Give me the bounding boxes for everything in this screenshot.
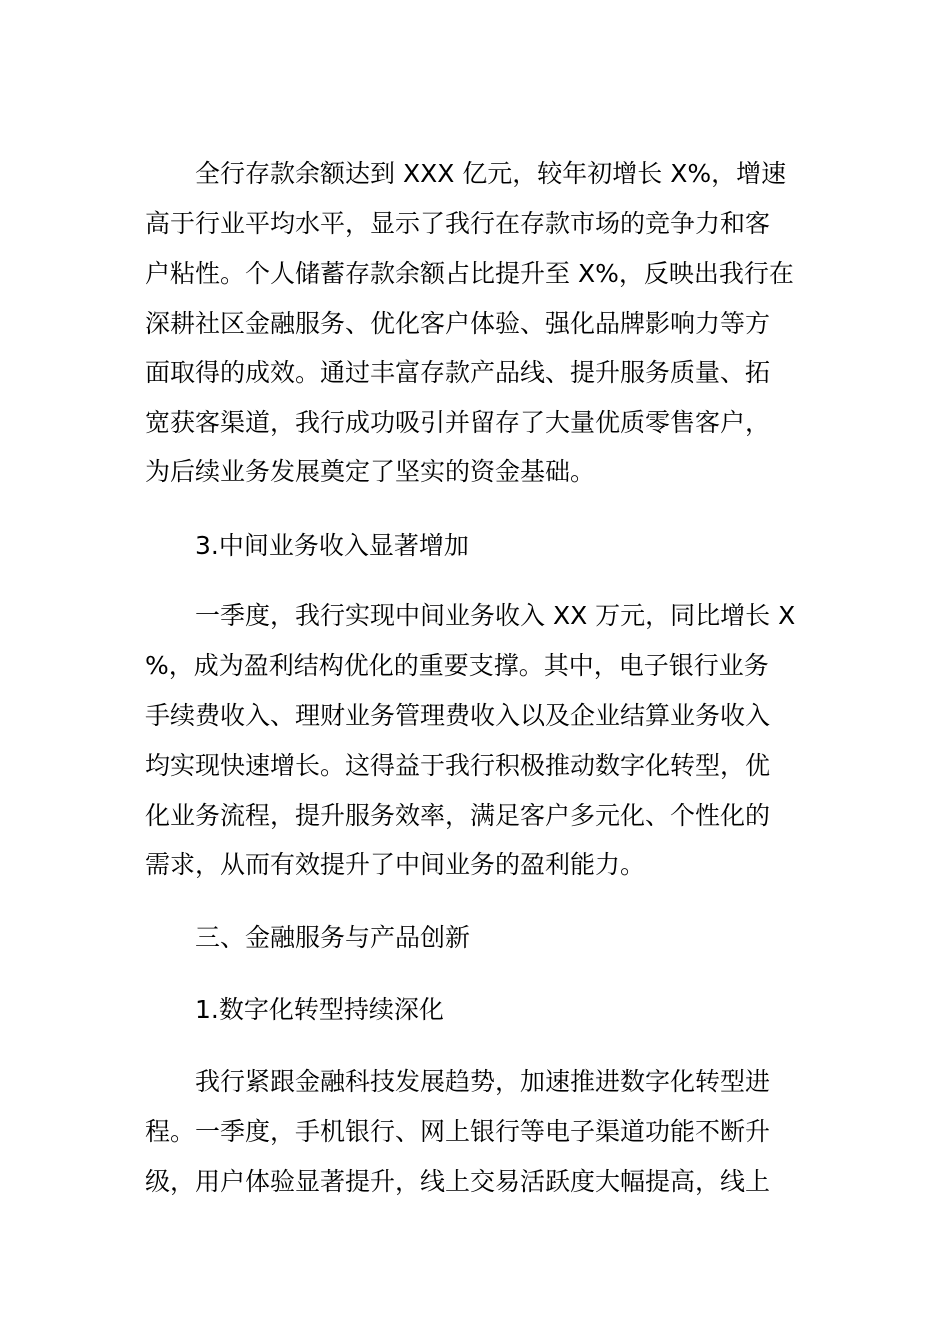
paragraph-line: 一季度，我行实现中间业务收入 XX 万元，同比增长 X: [195, 601, 796, 630]
paragraph-line: 均实现快速增长。这得益于我行积极推动数字化转型，优: [145, 751, 771, 780]
paragraph-line: 面取得的成效。通过丰富存款产品线、提升服务质量、拓: [145, 358, 771, 387]
chapter-heading: 三、金融服务与产品创新: [195, 923, 471, 952]
section-heading: 3.中间业务收入显著增加: [195, 531, 469, 560]
paragraph-line: 我行紧跟金融科技发展趋势，加速推进数字化转型进: [195, 1067, 771, 1096]
paragraph-line: 户粘性。个人储蓄存款余额占比提升至 X%，反映出我行在: [145, 259, 794, 288]
paragraph-line: 需求，从而有效提升了中间业务的盈利能力。: [145, 850, 646, 879]
paragraph-line: %，成为盈利结构优化的重要支撑。其中，电子银行业务: [145, 651, 769, 680]
paragraph-line: 高于行业平均水平，显示了我行在存款市场的竞争力和客: [145, 209, 771, 238]
paragraph-line: 化业务流程，提升服务效率，满足客户多元化、个性化的: [145, 801, 771, 830]
section-heading: 1.数字化转型持续深化: [195, 995, 444, 1024]
paragraph-line: 手续费收入、理财业务管理费收入以及企业结算业务收入: [145, 701, 771, 730]
paragraph-line: 全行存款余额达到 XXX 亿元，较年初增长 X%，增速: [195, 159, 787, 188]
paragraph-line: 程。一季度，手机银行、网上银行等电子渠道功能不断升: [145, 1117, 771, 1146]
paragraph-line: 深耕社区金融服务、优化客户体验、强化品牌影响力等方: [145, 309, 771, 338]
paragraph-line: 为后续业务发展奠定了坚实的资金基础。: [145, 457, 596, 486]
paragraph-line: 级，用户体验显著提升，线上交易活跃度大幅提高，线上: [145, 1167, 771, 1196]
paragraph-line: 宽获客渠道，我行成功吸引并留存了大量优质零售客户，: [145, 408, 771, 437]
